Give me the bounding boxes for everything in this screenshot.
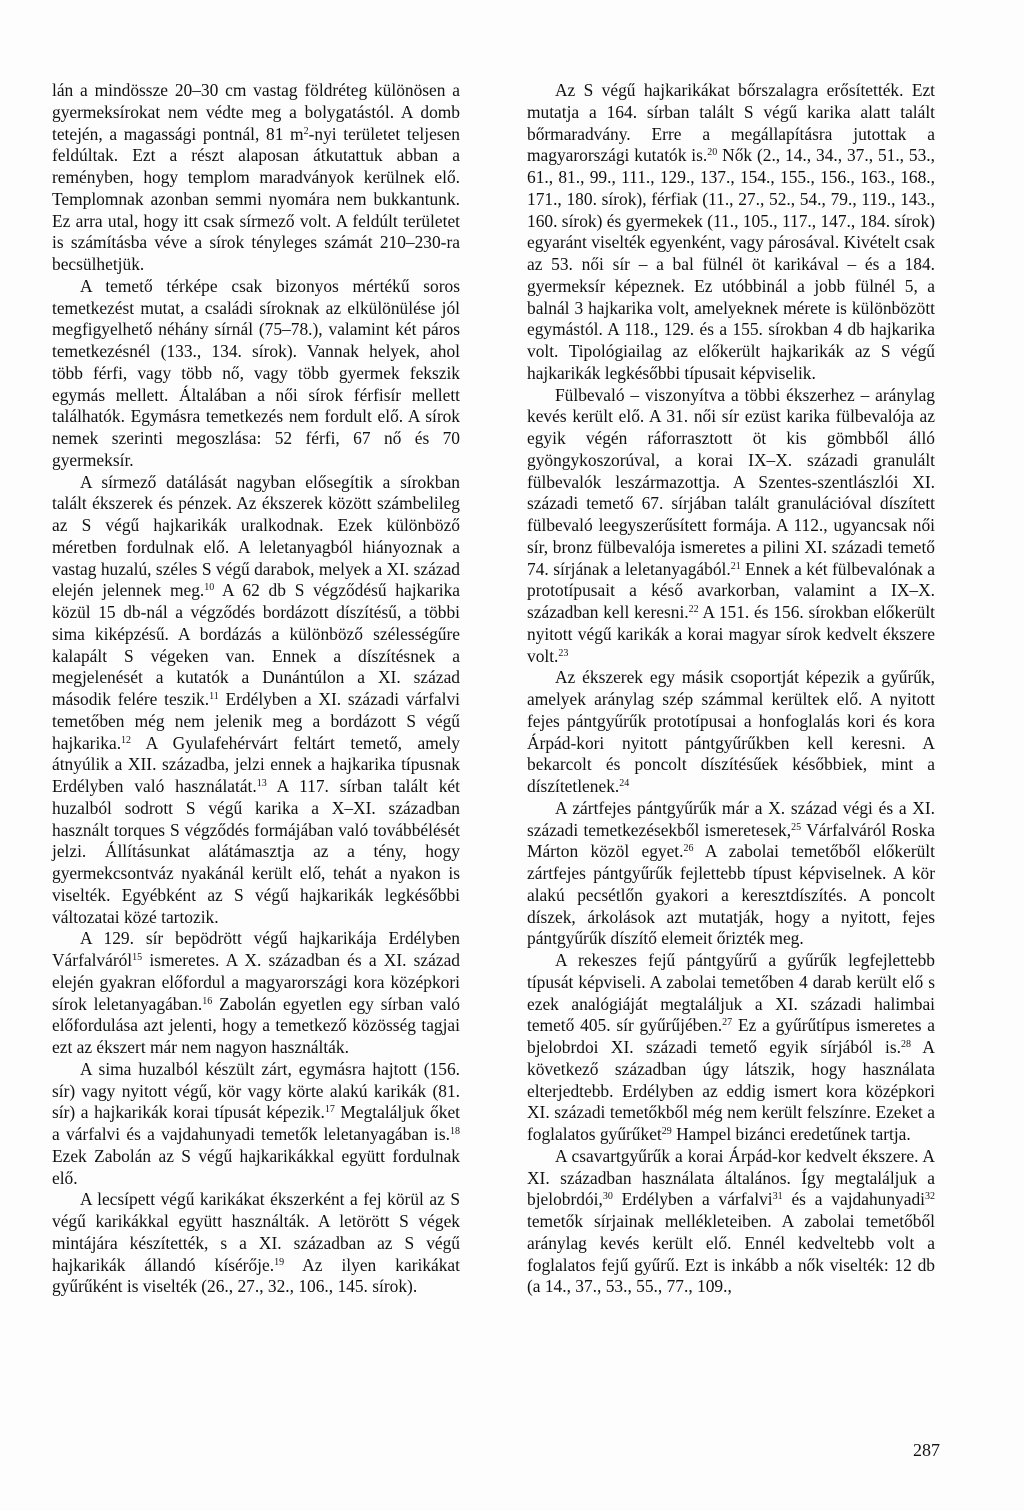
text-run: Ez a gyűrűtípus ismeretes a bjelobrdoi XI. századi temető egyik sírjából is. xyxy=(527,1015,935,1057)
footnote-marker: 21 xyxy=(730,560,741,572)
text-run: A következő században úgy látszik, hogy használata elterjedtebb. Erdélyben az eddig ismert kora középkori XI. századi temetőkből még nem került felszínre. Ezeket a foglalatos gyűrűket xyxy=(527,1037,935,1144)
text-run: Hampel bizánci eredetűnek tartja. xyxy=(671,1124,911,1144)
text-run: Megtaláljuk őket a várfalvi és a vajdahunyadi temetők leletanyagában is. xyxy=(52,1102,461,1144)
footnote-marker: 11 xyxy=(209,691,219,702)
paragraph xyxy=(527,80,935,385)
paragraph xyxy=(527,1146,935,1298)
footnote-marker: 27 xyxy=(722,1017,733,1029)
paragraph xyxy=(527,950,935,1146)
paragraph xyxy=(52,1189,460,1298)
text-run: A 62 db S végződésű hajkarika közül 15 db-nál a végződés bordázott díszítésű, a többi sima kiképzésű. A bordázás a különböző szélességűre kalapált S végeken van. Ennek a díszítésnek a megjelenését a kutatók a Dunántúlon a XI. század második felére teszik. xyxy=(52,580,460,709)
footnote-marker: 25 xyxy=(791,821,802,833)
footnote-marker: 31 xyxy=(772,1191,783,1203)
footnote-marker: 22 xyxy=(688,604,699,615)
right-text-column xyxy=(527,80,935,1298)
text-run: A zártfejes pántgyűrűk már a X. század végi és a XI. századi temetkezésekből ismeretesek, xyxy=(527,797,935,840)
text-run: A temető térképe csak bizonyos mértékű soros temetkezést mutat, a családi síroknak az elkülönülése jól megfigyelhető néhány sírnál (75–78.), valamint két páros temetkezésnél (133., 134. sírok). Vannak helyek, ahol több férfi, vagy több nő, vagy több gyermek fekszik egymás mellett. Általában a női sírok férfisír mellett találhatók. Egymásra temetkezés nem fordult elő. A sírok nemek szerinti megoszlása: 52 férfi, 67 nő és 70 gyermeksír. xyxy=(52,275,460,470)
footnote-marker: 26 xyxy=(683,843,694,855)
text-run: temetők sírjainak mellékleteiben. A zabolai temetőből aránylag kevés került elő. Ennél kedveltebb volt a foglalatos fejű gyűrű. Ezt is inkább a nők viselték: 12 db (a 14., 37., 53., 55., 77., 109., xyxy=(527,1211,935,1297)
paragraph xyxy=(527,385,935,668)
text-run: ismeretes. A X. században és a XI. század elején gyakran előfordul a magyarországi kora középkori sírok leletanyagában. xyxy=(52,950,460,1014)
paragraph xyxy=(52,928,460,1059)
footnote-marker: 24 xyxy=(619,778,630,789)
footnote-marker: 13 xyxy=(256,778,267,789)
text-run: A 151. és 156. sírokban előkerült nyitott végű karikák a korai magyar sírok kedvelt ékszere volt. xyxy=(527,602,936,666)
text-run: A lecsípett végű karikákat ékszerként a fej körül az S végű karikákkal együtt használták. A letörött S végek mintájára készítették, s a XI. században az S végű hajkarikák állandó kísérője. xyxy=(52,1189,460,1275)
paragraph xyxy=(527,798,935,950)
footnote-marker: 2 xyxy=(303,125,309,137)
text-run: lán a mindössze 20–30 cm vastag földréteg különösen a gyermeksírokat nem védte meg a bolygatástól. A domb tetején, a magassági pontnál, 81 m xyxy=(52,80,460,144)
footnote-marker: 15 xyxy=(132,952,143,963)
text-run: Az ékszerek egy másik csoportját képezik a gyűrűk, amelyek aránylag szép számmal kerültek elő. A nyitott fejes pántgyűrűk prototípusai a honfoglalás kori és kora Árpád-kori nyitott pántgyűrűkben kell keresni. A bekarcolt és poncolt díszítésűek későbbiek, mint a díszítetlenek. xyxy=(527,667,935,796)
text-run: -nyi területet teljesen feldúltak. Ezt a részt alaposan átkutattuk abban a reményben, hogy templom maradványok kerülnek elő. Templomnak azonban semmi nyomára nem bukkantunk. Ez arra utal, hogy itt csak sírmező volt. A feldúlt területet is számításba véve a sírok tényleges számát 210–230-ra becsülhetjük. xyxy=(52,123,460,274)
paragraph xyxy=(52,1059,460,1190)
text-run: A 129. sír bepödrött végű hajkarikája Erdélyben Várfalváról xyxy=(52,928,460,970)
footnote-marker: 18 xyxy=(450,1126,460,1137)
text-run: Ezek Zabolán az S végű hajkarikákkal együtt fordulnak elő. xyxy=(52,1145,460,1188)
left-text-column xyxy=(52,80,460,1298)
text-run: A 117. sírban talált két huzalból sodrott S végű karika a X–XI. században használt torques S végződés formájában való továbbélését jelzi. Állításunkat alátámasztja az a tény, hogy gyermekcsontváz nyakánál került elő, tehát a nyakon is viselték. Egyébként az S végű hajkarikák legkésőbbi változatai közé tartozik. xyxy=(52,776,460,927)
footnote-marker: 10 xyxy=(204,582,215,594)
footnote-marker: 29 xyxy=(661,1126,672,1137)
paragraph xyxy=(52,472,460,929)
text-run: Erdélyben a várfalvi xyxy=(612,1189,773,1210)
footnote-marker: 19 xyxy=(274,1256,285,1268)
footnote-marker: 32 xyxy=(925,1191,935,1203)
paragraph xyxy=(52,80,460,276)
page-number: 287 xyxy=(913,1440,940,1460)
paragraph xyxy=(52,276,460,472)
footnote-marker: 17 xyxy=(324,1104,335,1116)
footnote-marker: 12 xyxy=(121,734,132,746)
text-run: Nők (2., 14., 34., 37., 51., 53., 61., 81., 99., 111., 129., 137., 154., 155., 156., 163., 168., 171., 180. sírok), férfiak (11., 27., 52., 54., 79., 119., 143., 160. sírok) és gyermekek (11., 105., 117., 147., 184. sírok) egyaránt viselték egyenként, vagy párosával. Kivételt csak az 53. női sír – a bal fülnél öt karikával – és a 184. gyermeksír képeznek. Ez utóbbinál a jobb fülnél 5, a balnál 3 hajkarika volt, amelyeknek mérete is különbözött egymástól. A 118., 129. és a 155. sírokban 4 db hajkarika volt. Tipológiailag az előkerült hajkarikák az S végű hajkarikák legkésőbbi típusait képviselik. xyxy=(527,145,935,383)
paragraph xyxy=(527,667,935,798)
text-run: A csavartgyűrűk a korai Árpád-kor kedvelt ékszere. A XI. században használata általános. Így megtaláljuk a bjelobrdói, xyxy=(527,1145,935,1210)
text-run: A zabolai temetőből előkerült zártfejes pántgyűrűk fejlettebb típust képviselnek. A kör alakú pecsétlőn gyakori a keresztdíszítés. A poncolt díszek, árkolások azt mutatják, hogy a nyitott, fejes pántgyűrűk díszítő elemeit őrizték meg. xyxy=(527,841,935,949)
text-run: A sima huzalból készült zárt, egymásra hajtott (156. sír) vagy nyitott végű, kör vagy körte alakú karikák (81. sír) a hajkarikák korai típusát képezik. xyxy=(52,1058,460,1123)
footnote-marker: 20 xyxy=(707,147,718,159)
text-run: A sírmező datálását nagyban elősegítik a sírokban talált ékszerek és pénzek. Az ékszerek között számbelileg az S végű hajkarikák uralkodnak. Ezek különböző méretben fordulnak elő. A leletanyagból hiányoznak a vastag huzalú, széles S végű darabok, melyek a XI. század elején jelennek meg. xyxy=(52,471,460,601)
text-run: A rekeszes fejű pántgyűrű a gyűrűk legfejlettebb típusát képviseli. A zabolai temetőben 4 darab került elő s ezek analógiáját megtaláljuk a XI. századi halimbai temető 405. sír gyűrűjében. xyxy=(527,950,935,1036)
text-run: A Gyulafehérvárt feltárt temető, amely átnyúlik a XII. századba, jelzi ennek a hajkarika típusnak Erdélyben való használatát. xyxy=(52,732,460,796)
footnote-marker: 28 xyxy=(900,1039,911,1050)
text-run: Erdélyben a XI. századi várfalvi temetőben még nem jelenik meg a bordázott S végű hajkarika. xyxy=(52,689,460,753)
text-run: és a vajdahunyadi xyxy=(782,1189,925,1210)
text-run: Az ilyen karikákat gyűrűként is viselték (26., 27., 32., 106., 145. sírok). xyxy=(52,1254,460,1297)
footnote-marker: 16 xyxy=(202,995,213,1007)
text-run: Az S végű hajkarikákat bőrszalagra erősítették. Ezt mutatja a 164. sírban talált S végű karika alatt talált bőrmaradvány. Erre a megállapításra jutottak a magyarországi kutatók is. xyxy=(527,80,935,166)
text-run: Fülbevaló – viszonyítva a többi ékszerhez – aránylag kevés került elő. A 31. női sír ezüst karika fülbevalója az egyik végén ráforrasztott öt kis gömbből álló gyöngykoszorúval, a korai IX–X. századi granulált fülbevalók leszármazottja. A Szentes-szentlászlói XI. századi temető 67. sírjában talált granulációval díszített fülbevaló leegyszerűsített formája. A 112., ugyancsak női sír, bronz fülbevalója ismeretes a pilini XI. századi temető 74. sírjának a leletanyagából. xyxy=(527,384,935,579)
text-run: Zabolán egyetlen egy sírban való előfordulása azt jelenti, hogy a temetkező közösség tagjai ezt az ékszert már nem nagyon használták. xyxy=(52,993,460,1057)
text-run: Várfalváról Roska Márton közöl egyet. xyxy=(527,819,935,862)
text-run: Ennek a két fülbevalónak a prototípusait a késő avarkorban, valamint a IX–X. században kell keresni. xyxy=(527,558,935,622)
footnote-marker: 23 xyxy=(558,647,569,659)
footnote-marker: 30 xyxy=(602,1191,613,1203)
